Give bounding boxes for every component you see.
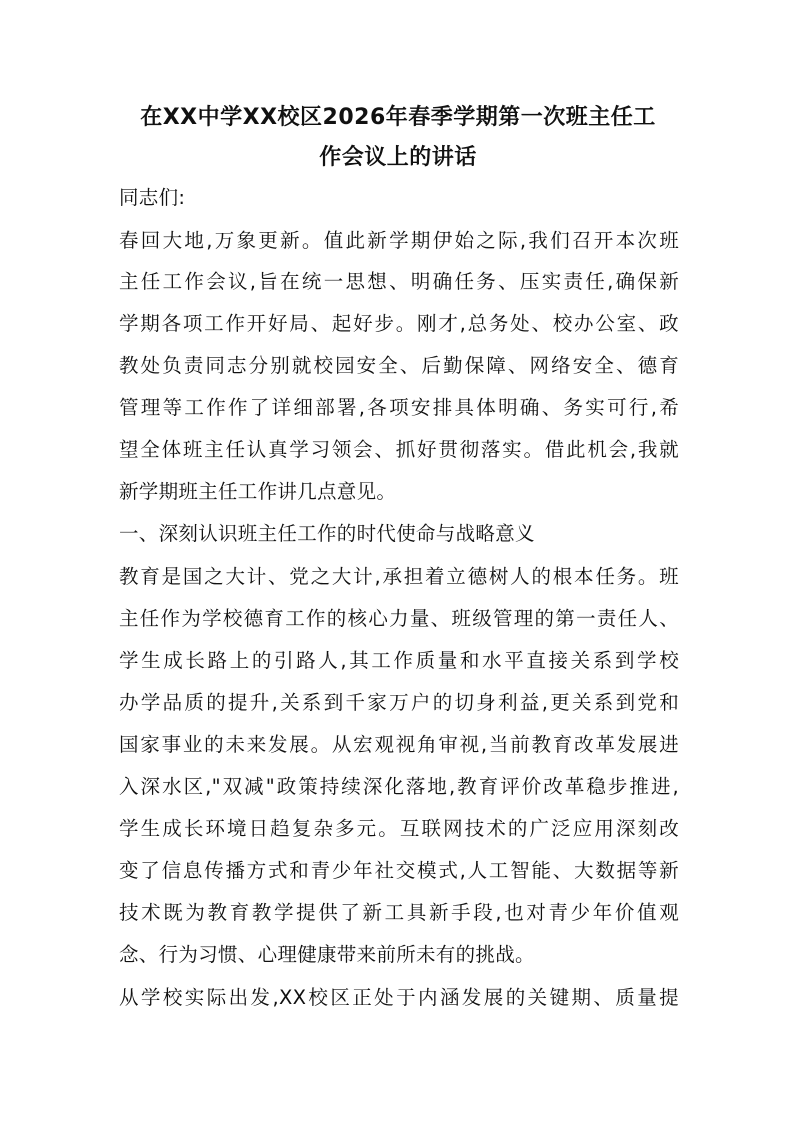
body-line-9: 教育是国之大计、党之大计,承担着立德树人的根本任务。班: [119, 565, 679, 588]
body-line-18: 念、行为习惯、心理健康带来前所未有的挑战。: [119, 943, 535, 966]
body-line-4: 教处负责同志分别就校园安全、后勤保障、网络安全、德育: [119, 354, 679, 377]
body-line-16: 变了信息传播方式和青少年社交模式,人工智能、大数据等新: [119, 859, 679, 882]
body-line-3: 学期各项工作开好局、起好步。刚才,总务处、校办公室、政: [119, 312, 679, 335]
body-line-12: 办学品质的提升,关系到千家万户的切身利益,更关系到党和: [119, 691, 679, 714]
body-line-11: 学生成长路上的引路人,其工作质量和水平直接关系到学校: [119, 649, 679, 672]
body-line-17: 技术既为教育教学提供了新工具新手段,也对青少年价值观: [119, 901, 679, 924]
body-line-2: 主任工作会议,旨在统一思想、明确任务、压实责任,确保新: [119, 270, 679, 293]
body-line-19: 从学校实际出发,XX校区正处于内涵发展的关键期、质量提: [119, 986, 679, 1009]
body-line-13: 国家事业的未来发展。从宏观视角审视,当前教育改革发展进: [119, 733, 679, 756]
body-line-10: 主任作为学校德育工作的核心力量、班级管理的第一责任人、: [119, 607, 679, 630]
body-line-5: 管理等工作作了详细部署,各项安排具体明确、务实可行,希: [119, 396, 679, 419]
salutation: 同志们:: [119, 186, 186, 209]
body-line-7: 新学期班主任工作讲几点意见。: [119, 480, 397, 503]
body-line-15: 学生成长环境日趋复杂多元。互联网技术的广泛应用深刻改: [119, 817, 679, 840]
document-title-line-2: 作会议上的讲话: [319, 145, 477, 170]
document-title-line-1: 在XX中学XX校区2026年春季学期第一次班主任工: [140, 105, 656, 130]
body-line-14: 入深水区,"双减"政策持续深化落地,教育评价改革稳步推进,: [119, 775, 679, 798]
body-line-1: 春回大地,万象更新。值此新学期伊始之际,我们召开本次班: [119, 229, 679, 252]
body-line-6: 望全体班主任认真学习领会、抓好贯彻落实。借此机会,我就: [119, 438, 679, 461]
section-heading-1: 一、深刻认识班主任工作的时代使命与战略意义: [119, 522, 535, 545]
